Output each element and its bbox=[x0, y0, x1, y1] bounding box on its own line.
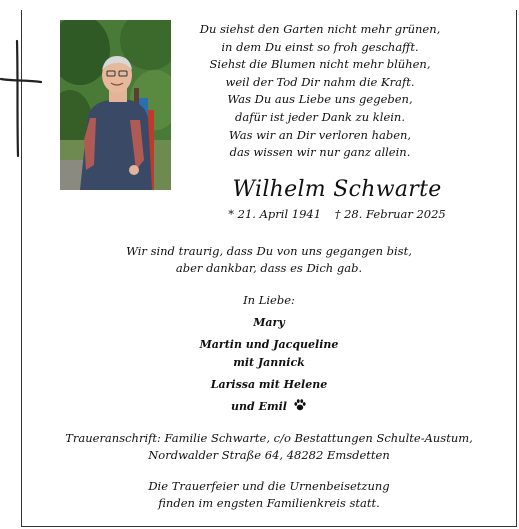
poem-line: weil der Tod Dir nahm die Kraft. bbox=[225, 74, 415, 89]
message-line: Wir sind traurig, dass Du von uns gegangen bist, bbox=[126, 244, 412, 258]
address-line: Nordwalder Straße 64, 48282 Emsdetten bbox=[148, 448, 390, 462]
family-member: mit Jannick bbox=[233, 356, 305, 369]
cross-icon bbox=[0, 38, 42, 158]
poem-line: in dem Du einst so froh geschafft. bbox=[221, 39, 419, 54]
poem-line: das wissen wir nur ganz allein. bbox=[229, 145, 411, 160]
death-date: † 28. Februar 2025 bbox=[334, 207, 446, 221]
mourning-message bbox=[21, 243, 517, 277]
family-member: und Emil bbox=[231, 400, 287, 413]
deceased-name: Wilhelm Schwarte bbox=[232, 177, 442, 202]
funeral-line: Die Trauerfeier und die Urnenbeisetzung bbox=[148, 479, 390, 493]
in-liebe-label bbox=[21, 292, 517, 308]
life-dates bbox=[195, 206, 479, 222]
funeral-line: finden im engsten Familienkreis statt. bbox=[158, 496, 380, 510]
funeral-note bbox=[21, 478, 517, 512]
poem-line: Was Du aus Liebe uns gegeben, bbox=[227, 92, 413, 107]
poem-line: Du siehst den Garten nicht mehr grünen, bbox=[199, 22, 441, 36]
family-member-last bbox=[21, 398, 517, 416]
in-liebe-text: In Liebe: bbox=[243, 293, 295, 307]
poem-line: dafür ist jeder Dank zu klein. bbox=[234, 109, 405, 124]
family-list bbox=[21, 314, 517, 416]
address-line: Traueranschrift: Familie Schwarte, c/o Bestattungen Schulte-Austum, bbox=[65, 431, 473, 445]
message-line: aber dankbar, dass es Dich gab. bbox=[175, 261, 363, 275]
paw-print-icon bbox=[293, 398, 307, 412]
portrait-photo bbox=[60, 20, 171, 190]
poem-line: Was wir an Dir verloren haben, bbox=[228, 127, 412, 142]
family-member: Larissa mit Helene bbox=[210, 378, 328, 391]
birth-date: * 21. April 1941 bbox=[228, 207, 322, 221]
poem bbox=[180, 21, 460, 162]
family-member: Martin und Jacqueline bbox=[199, 338, 339, 351]
family-member: Mary bbox=[253, 316, 285, 329]
poem-line: Siehst die Blumen nicht mehr blühen, bbox=[209, 57, 431, 72]
mourning-address bbox=[21, 430, 517, 464]
